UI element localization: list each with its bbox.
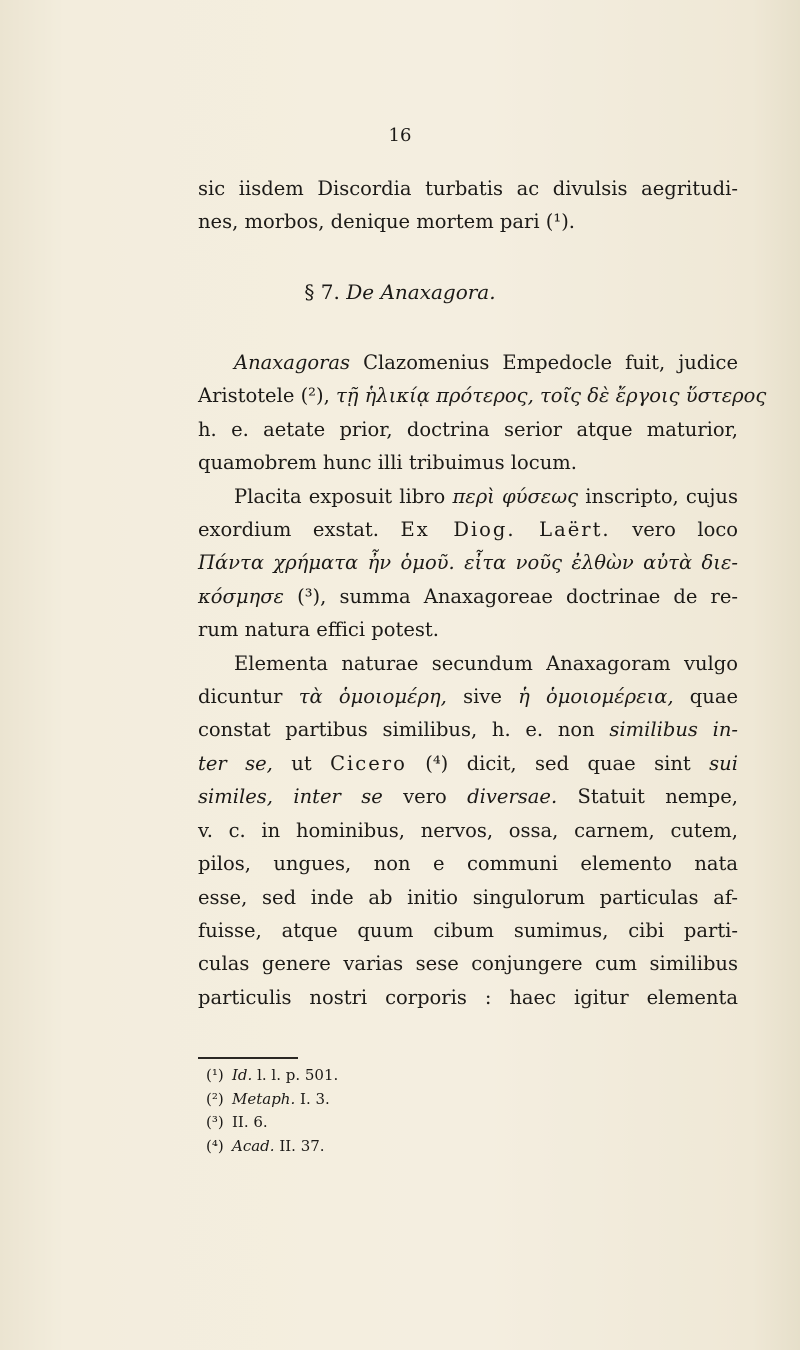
greek-term: ἡ ὁμοιομέρεια, (518, 685, 674, 709)
text-line: Placita exposuit libro περὶ φύσεως inscripto, cujus (234, 484, 738, 508)
text-line: quamobrem hunc illi tribuimus locum. (198, 451, 577, 475)
section-title: De Anaxagora. (346, 280, 496, 304)
body-text (198, 346, 767, 1014)
text-line: κόσμησε (³), summa Anaxagoreae doctrinae de re- (198, 584, 738, 608)
text-line: pilos, ungues, non e communi elemento nata (198, 852, 738, 876)
footnotes (206, 1064, 338, 1158)
text-line: esse, sed inde ab initio singulorum particulas af- (198, 885, 738, 909)
text-line: Aristotele (²), τῇ ἡλικίᾳ πρότερος, τοῖς δὲ ἔργοις ὕστερος (198, 384, 767, 408)
text-line: rum natura effici potest. (198, 618, 439, 642)
text-line: sic iisdem Discordia turbatis ac divulsis aegritudi- (198, 177, 738, 200)
text-line: Anaxagoras Clazomenius Empedocle fuit, judice (234, 351, 738, 374)
text-line: similes, inter se vero diversae. Statuit nempe, (198, 785, 739, 809)
footnote-rule (198, 1057, 298, 1059)
spaced-citation: Ex Diog. Laërt. (400, 518, 611, 542)
text-line: nes, morbos, denique mortem pari (¹). (198, 210, 575, 234)
footnote: (³) II. 6. (206, 1113, 268, 1131)
footnote: (²) Metaph. I. 3. (206, 1089, 330, 1108)
text-line: fuisse, atque quum cibum sumimus, cibi parti- (198, 918, 738, 942)
greek-term: τὰ ὁμοιομέρη, (298, 685, 447, 709)
footnote: (⁴) Acad. II. 37. (206, 1136, 325, 1155)
greek-quote: τῇ ἡλικίᾳ πρότερος, τοῖς δὲ ἔργοις ὕστερος (336, 384, 767, 408)
greek-word: κόσμησε (198, 584, 284, 608)
page-number: 16 (388, 125, 412, 146)
section-number: § 7. (304, 280, 340, 304)
footnote: (¹) Id. l. l. p. 501. (206, 1066, 339, 1084)
text-line: exordium exstat. Ex Diog. Laërt. vero loco (198, 518, 739, 542)
section-heading (0, 280, 800, 304)
greek-title: περὶ φύσεως (452, 484, 579, 508)
greek-quote: Πάντα χρήματα ἦν ὁμοῦ. εἶτα νοῦς ἐλθὼν αὐτὰ διε- (198, 551, 738, 575)
name-anaxagoras: Anaxagoras (234, 351, 351, 374)
text-line: dicuntur τὰ ὁμοιομέρη, sive ἡ ὁμοιομέρεια, quae (198, 685, 739, 709)
text-line: h. e. aetate prior, doctrina serior atque maturior, (198, 417, 738, 441)
spaced-name: Cicero (330, 751, 407, 775)
text-line: ter se, ut Cicero (⁴) dicit, sed quae sint sui (198, 751, 738, 775)
text-line: constat partibus similibus, h. e. non similibus in- (198, 718, 738, 742)
text-line: Elementa naturae secundum Anaxagoram vulgo (234, 651, 738, 675)
text-line: culas genere varias sese conjungere cum similibus (198, 952, 738, 976)
text-line: particulis nostri corporis : haec igitur elementa (198, 985, 738, 1009)
intro-paragraph (198, 172, 738, 239)
text-line: v. c. in hominibus, nervos, ossa, carnem, cutem, (198, 818, 738, 842)
